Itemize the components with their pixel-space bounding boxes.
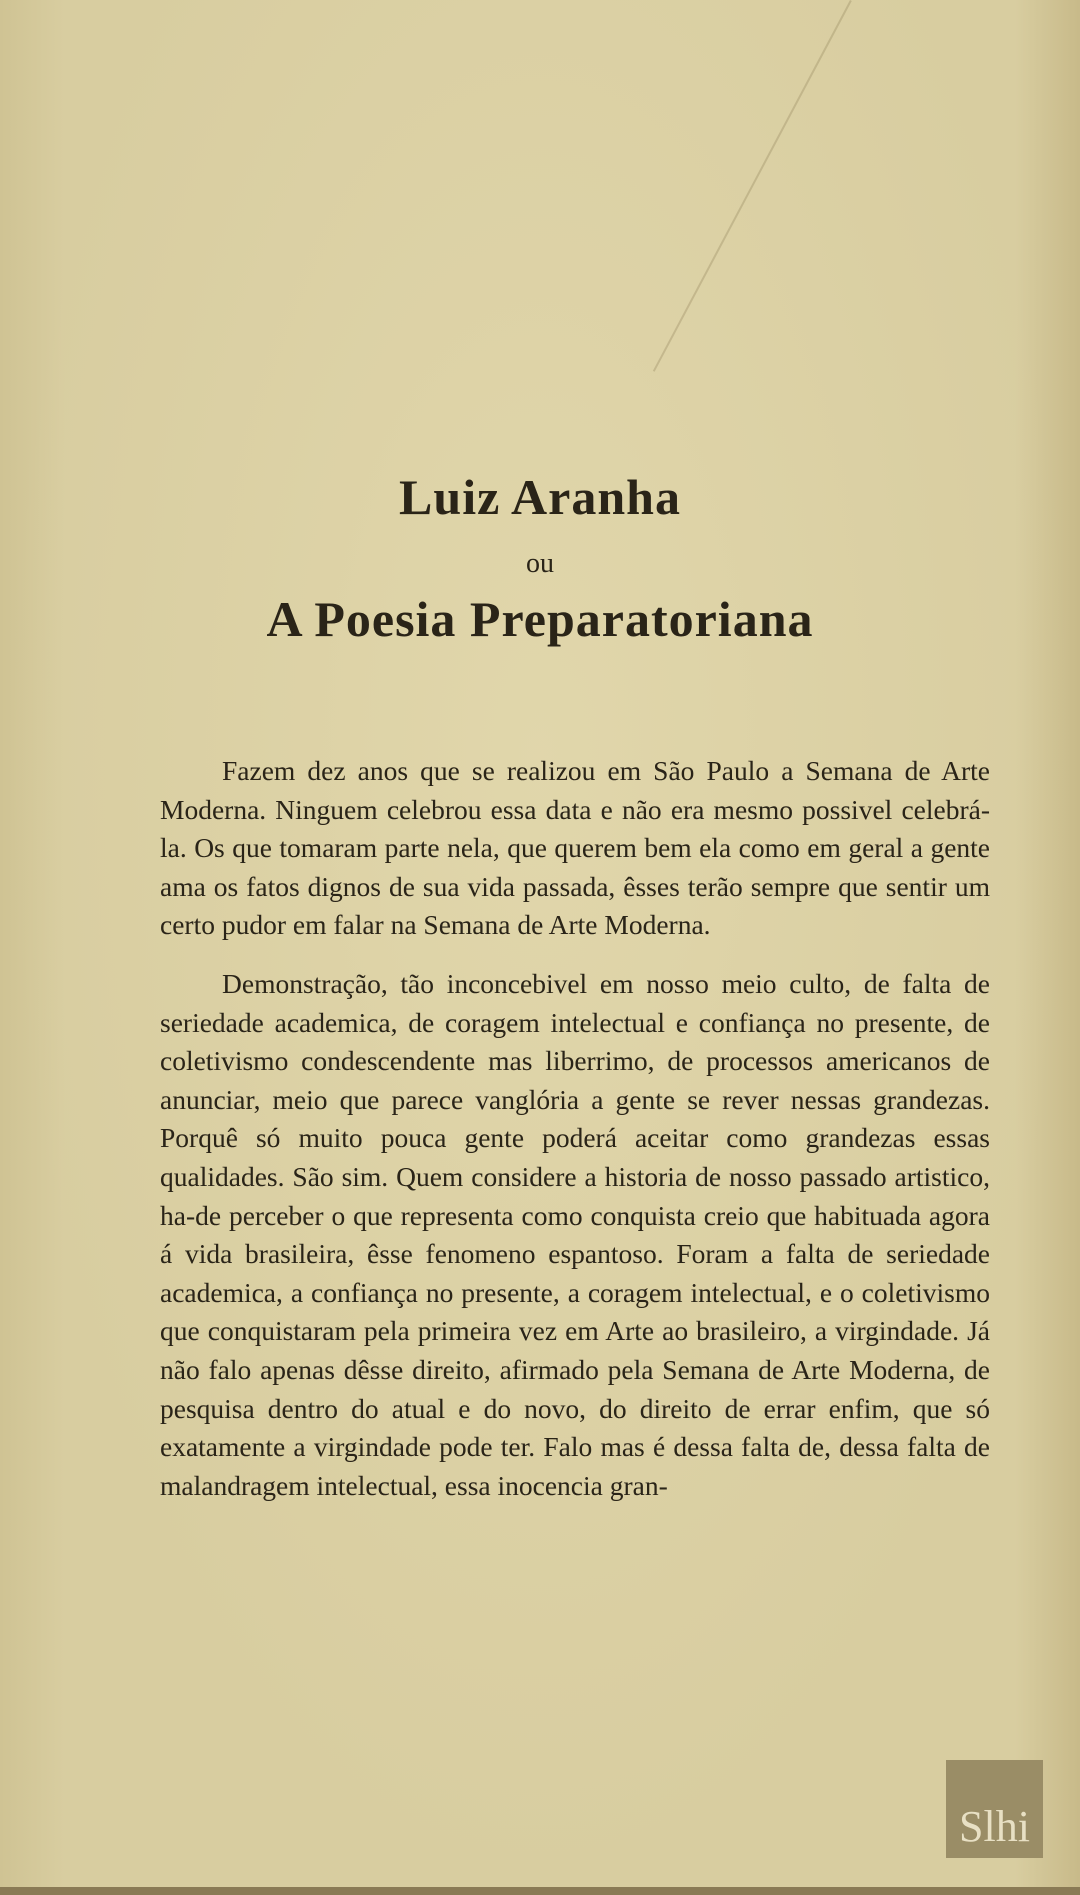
- essay-title: A Poesia Preparatoriana: [266, 591, 814, 647]
- author-heading: Luiz Aranha: [399, 469, 681, 525]
- paragraph-2: Demonstração, tão inconcebivel em nosso meio culto, de falta de seriedade academica, de coragem intelectual e confiança no presente, de coletivismo condescendente mas liberrimo, de processos americanos de anunciar, meio que parece vanglória a gente se rever nessas grandezas. Porquê só muito pouca gente poderá aceitar como grandezas essas qualidades. São sim. Quem considere a historia de nosso passado artistico, ha-de perceber o que representa como conquista creio que habituada agora á vida brasileira, êsse fenomeno espantoso. Foram a falta de seriedade academica, a confiança no presente, a coragem intelectual, e o coletivismo que conquistaram pela primeira vez em Arte ao brasileiro, a virgindade. Já não falo apenas dêsse direito, afirmado pela Semana de Arte Moderna, de pesquisa dentro do atual e do novo, do direito de errar enfim, que só exatamente a virgindade pode ter. Falo mas é dessa falta de, dessa falta de malandragem intelectual, essa inocencia gran-: [160, 967, 990, 1501]
- paragraph-1: Fazem dez anos que se realizou em São Paulo a Semana de Arte Moderna. Ninguem celebrou essa data e não era mesmo possivel celebrá-la. Os que tomaram parte nela, que querem bem ela como em geral a gente ama os fatos dignos de sua vida passada, êsses terão sempre que sentir um certo pudor em falar na Semana de Arte Moderna.: [160, 755, 990, 941]
- watermark-logo-text: Slhi: [959, 1802, 1030, 1851]
- paper-crease: [653, 0, 852, 372]
- page-bottom-edge: [0, 1887, 1080, 1895]
- essay-body: [160, 752, 990, 1525]
- watermark-logo: [946, 1760, 1043, 1858]
- heading-connector: ou: [526, 548, 554, 579]
